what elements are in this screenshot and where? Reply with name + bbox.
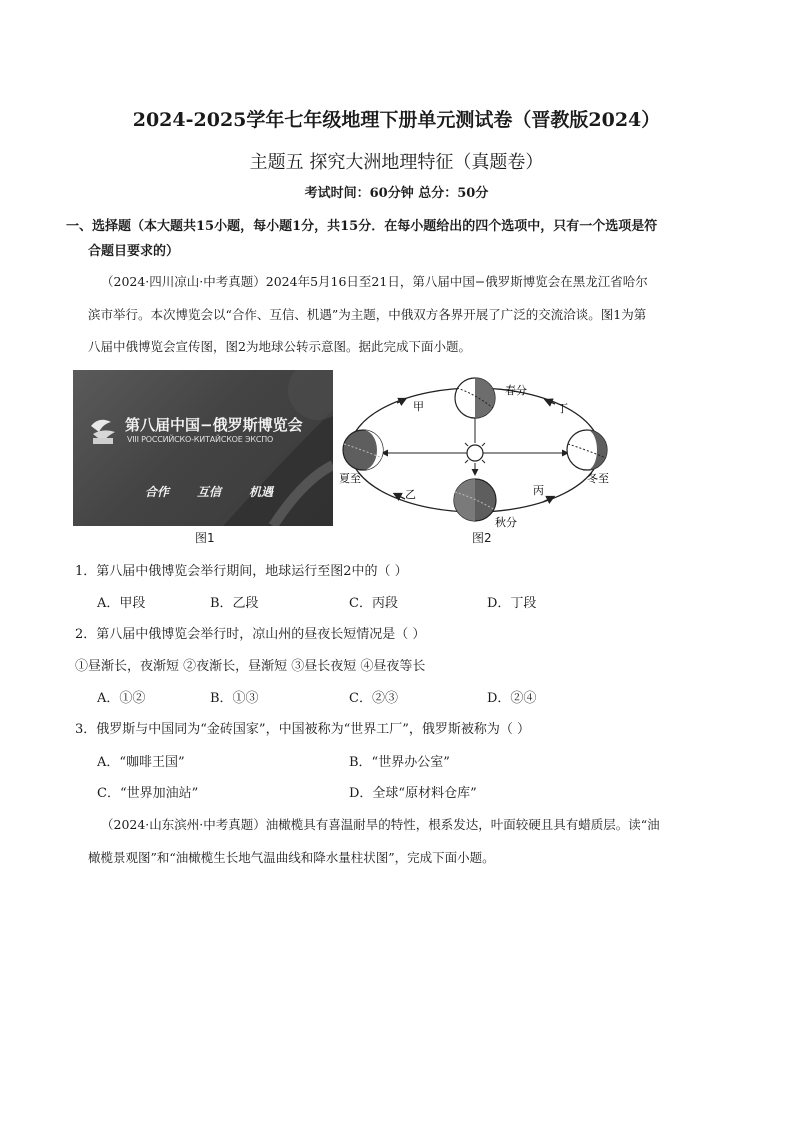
label-segment-jia: 甲 xyxy=(413,400,424,413)
banner-title-ru: VIII РОССИЙСКО-КИТАЙСКОЕ ЭКСПО xyxy=(127,435,274,444)
passage-2-line-1: （2024·山东滨州·中考真题）油橄榄具有喜温耐旱的特性，根系发达，叶面较硬且具有蜡质层。读“油 xyxy=(101,817,660,832)
earth-summer-solstice-icon xyxy=(343,430,383,470)
label-spring-equinox: 春分 xyxy=(505,384,527,397)
question-3-stem: 3．俄罗斯与中国同为“金砖国家”，中国被称为“世界工厂”，俄罗斯被称为（ ） xyxy=(75,722,530,737)
label-winter-solstice: 冬至 xyxy=(587,472,609,485)
question-2-option-d[interactable]: D．②④ xyxy=(487,691,537,706)
earth-revolution-diagram xyxy=(335,368,625,534)
expo-logo-icon xyxy=(91,420,115,444)
question-1-option-c[interactable]: C．丙段 xyxy=(349,596,398,611)
question-2-option-c[interactable]: C．②③ xyxy=(349,691,398,706)
exam-info: 考试时间：60分钟 总分：50分 xyxy=(304,186,489,201)
section-heading: 一、选择题（本大题共15小题，每小题1分，共15分．在每小题给出的四个选项中，只有一个选项是符 xyxy=(66,219,658,234)
question-1-stem: 1．第八届中俄博览会举行期间，地球运行至图2中的（ ） xyxy=(75,564,408,579)
passage-1-line-1: （2024·四川凉山·中考真题）2024年5月16日至21日，第八届中国−俄罗斯博览会在黑龙江省哈尔 xyxy=(101,274,648,289)
question-2-option-b[interactable]: B．①③ xyxy=(210,691,259,706)
figure-2-caption: 图2 xyxy=(472,531,492,545)
expo-banner-image xyxy=(73,370,333,526)
question-2-choices: ①昼渐长，夜渐短 ②夜渐长，昼渐短 ③昼长夜短 ④昼夜等长 xyxy=(75,659,426,674)
earth-winter-solstice-icon xyxy=(567,430,607,470)
banner-title-cn: 第八届中国−俄罗斯博览会 xyxy=(125,416,303,434)
question-3-option-a[interactable]: A．“咖啡王国” xyxy=(97,755,185,770)
label-summer-solstice: 夏至 xyxy=(339,472,361,485)
banner-slogan-1: 合作 xyxy=(145,485,170,499)
question-3-option-b[interactable]: B．“世界办公室” xyxy=(349,755,450,770)
earth-spring-equinox-icon xyxy=(455,378,495,418)
section-heading-cont: 合题目要求的） xyxy=(88,244,180,259)
label-segment-ding: 丁 xyxy=(557,402,568,415)
banner-decoration xyxy=(73,370,333,526)
label-segment-bing: 丙 xyxy=(533,484,544,497)
banner-slogan-2: 互信 xyxy=(197,485,222,499)
label-autumn-equinox: 秋分 xyxy=(495,516,517,529)
passage-2-line-2: 橄榄景观图”和“油橄榄生长地气温曲线和降水量柱状图”，完成下面小题。 xyxy=(88,850,495,865)
figure-1-caption: 图1 xyxy=(195,531,215,545)
earth-autumn-equinox-icon xyxy=(454,479,496,521)
question-1-option-d[interactable]: D．丁段 xyxy=(487,596,537,611)
passage-1-line-2: 滨市举行。本次博览会以“合作、互信、机遇”为主题，中俄双方各界开展了广泛的交流洽谈。图1为第 xyxy=(88,307,647,322)
question-3-option-c[interactable]: C．“世界加油站” xyxy=(97,786,199,801)
question-2-option-a[interactable]: A．①② xyxy=(97,691,146,706)
page-subtitle: 主题五 探究大洲地理特征（真题卷） xyxy=(249,152,544,173)
question-1-option-b[interactable]: B．乙段 xyxy=(210,596,259,611)
label-segment-yi: 乙 xyxy=(405,488,416,501)
question-2-stem: 2．第八届中俄博览会举行时，凉山州的昼夜长短情况是（ ） xyxy=(75,627,426,642)
page-title: 2024-2025学年七年级地理下册单元测试卷（晋教版2024） xyxy=(132,109,661,131)
question-1-option-a[interactable]: A．甲段 xyxy=(97,596,146,611)
banner-slogan-3: 机遇 xyxy=(249,485,274,499)
question-3-option-d[interactable]: D．全球“原材料仓库” xyxy=(349,786,477,801)
passage-1-line-3: 八届中俄博览会宣传图，图2为地球公转示意图。据此完成下面小题。 xyxy=(88,339,471,354)
